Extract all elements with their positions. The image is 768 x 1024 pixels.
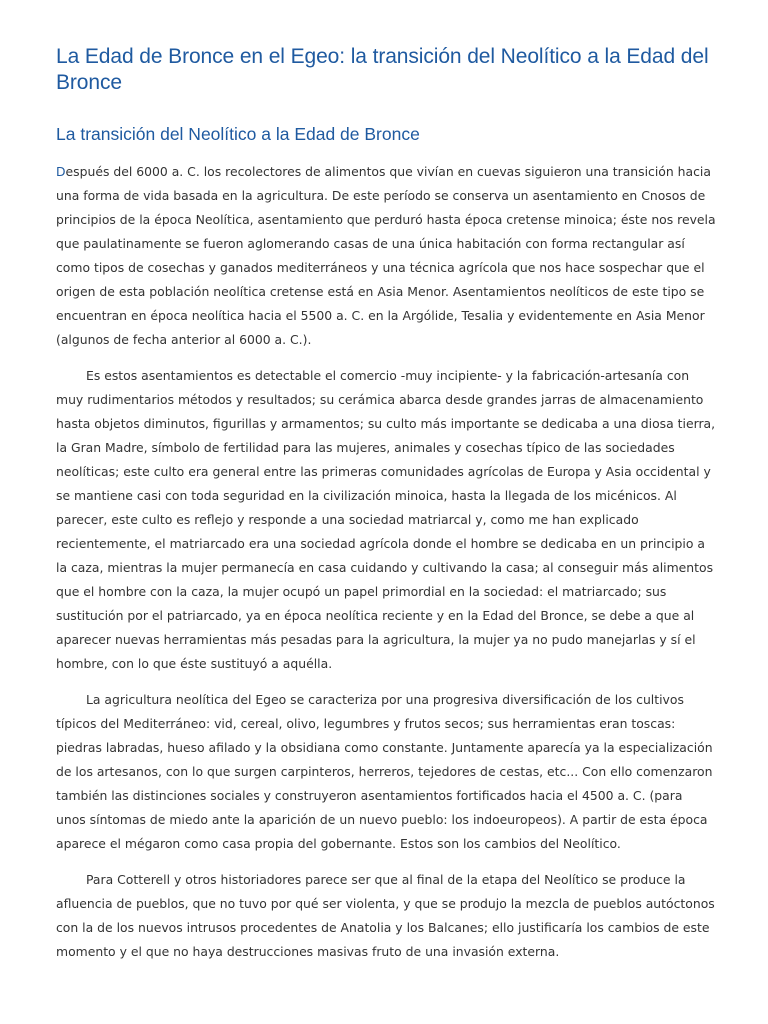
article-body [56, 160, 716, 964]
paragraph-agriculture: La agricultura neolítica del Egeo se caracteriza por una progresiva diversificación de los cultivos típicos del Mediterráneo: vid, cereal, olivo, legumbres y frutos secos; sus herramientas eran toscas: piedras labradas, hueso afilado y la obsidiana como constante. Juntamente aparecía ya la especialización de los artesanos, con lo que surgen carpinteros, herreros, tejedores de cestas, etc... Con ello comenzaron también las distinciones sociales y construyeron asentamientos fortificados hacia el 4500 a. C. (para unos síntomas de miedo ante la aparición de un nuevo pueblo: los indoeuropeos). A partir de esta época aparece el mégaron como casa propia del gobernante. Estos son los cambios del Neolítico. [56, 692, 713, 851]
page-title: La Edad de Bronce en el Egeo: la transición del Neolítico a la Edad del Bronce [56, 45, 709, 94]
paragraph-trade-and-cult: Es estos asentamientos es detectable el comercio -muy incipiente- y la fabricación-artesanía con muy rudimentarios métodos y resultados; su cerámica abarca desde grandes jarras de almacenamiento hasta objetos diminutos, figurillas y armamentos; su culto más importante se dedicaba a una diosa tierra, la Gran Madre, símbolo de fertilidad para las mujeres, animales y cosechas típico de las sociedades neolíticas; este culto era general entre las primeras comunidades agrícolas de Europa y Asia occidental y se mantiene casi con toda seguridad en la civilización minoica, hasta la llegada de los micénicos. Al parecer, este culto es reflejo y responde a una sociedad matriarcal y, como me han explicado recientemente, el matriarcado era una sociedad agrícola donde el hombre se dedicaba en un principio a la caza, mientras la mujer permanecía en casa cuidando y cultivando la casa; al conseguir más alimentos que el hombre con la caza, la mujer ocupó un papel primordial en la sociedad: el matriarcado; sus sustitución por el patriarcado, ya en época neolítica reciente y en la Edad del Bronce, se debe a que al aparecer nuevas herramientas más pesadas para la agricultura, la mujer ya no pudo manejarlas y sí el hombre, con lo que éste sustituyó a aquélla. [56, 368, 716, 671]
paragraph-intro-text: espués del 6000 a. C. los recolectores de alimentos que vivían en cuevas siguieron una transición hacia una forma de vida basada en la agricultura. De este período se conserva un asentamiento en Cnosos de principios de la época Neolítica, asentamiento que perduró hasta época cretense minoica; éste nos revela que paulatinamente se fueron aglomerando casas de una única habitación con forma rectangular así como tipos de cosechas y ganados mediterráneos y una técnica agrícola que nos hace sospechar que el origen de esta población neolítica cretense está en Asia Menor. Asentamientos neolíticos de este tipo se encuentran en época neolítica hacia el 5500 a. C. en la Argólide, Tesalia y evidentemente en Asia Menor (algunos de fecha anterior al 6000 a. C.). [56, 164, 716, 347]
paragraph-migration: Para Cotterell y otros historiadores parece ser que al final de la etapa del Neolítico se produce la afluencia de pueblos, que no tuvo por qué ser violenta, y que se produjo la mezcla de pueblos autóctonos con la de los nuevos intrusos procedentes de Anatolia y los Balcanes; ello justificaría los cambios de este momento y el que no haya destrucciones masivas fruto de una invasión externa. [56, 872, 715, 959]
section-heading: La transición del Neolítico a la Edad de Bronce [56, 124, 420, 144]
paragraph-intro [56, 160, 716, 352]
document-page [56, 44, 716, 976]
drop-cap-initial: D [56, 164, 66, 179]
